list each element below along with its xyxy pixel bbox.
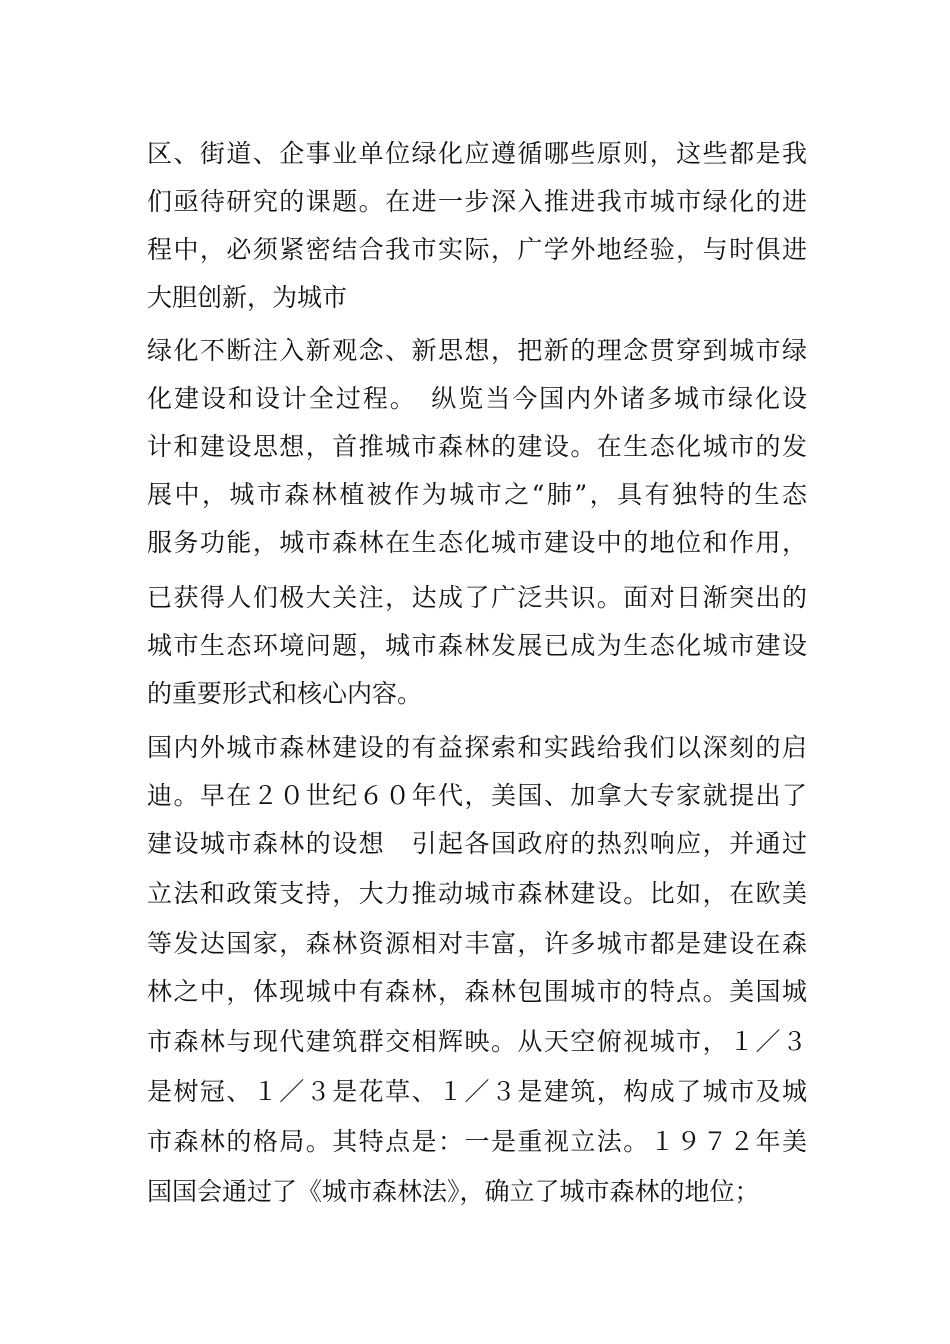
- text-line: 林之中，体现城中有森林，森林包围城市的特点。美国城: [147, 977, 807, 1006]
- text-line: 立法和政策支持，大力推动城市森林建设。比如，在欧美: [147, 879, 807, 908]
- text-line: 是树冠、１／３是花草、１／３是建筑，构成了城市及城: [147, 1077, 807, 1106]
- text-line: 的重要形式和核心内容。: [147, 679, 423, 708]
- text-line: 服务功能，城市森林在生态化城市建设中的地位和作用，: [147, 528, 807, 557]
- text-line: 城市生态环境问题，城市森林发展已成为生态化城市建设: [147, 631, 807, 660]
- text-line: 程中，必须紧密结合我市实际，广学外地经验，与时俱进: [147, 235, 807, 264]
- text-line: 区、街道、企事业单位绿化应遵循哪些原则，这些都是我: [147, 139, 807, 168]
- text-line: 市森林的格局。其特点是：一是重视立法。１９７２年美: [147, 1127, 807, 1156]
- text-line: 们亟待研究的课题。在进一步深入推进我市城市绿化的进: [147, 187, 807, 216]
- text-line: 计和建设思想，首推城市森林的建设。在生态化城市的发: [147, 432, 807, 461]
- text-line: 市森林与现代建筑群交相辉映。从天空俯视城市，１／３: [147, 1027, 807, 1056]
- text-line: 国内外城市森林建设的有益探索和实践给我们以深刻的启: [147, 733, 807, 762]
- text-line: 等发达国家，森林资源相对丰富，许多城市都是建设在森: [147, 929, 807, 958]
- text-line: 建设城市森林的设想 引起各国政府的热烈响应，并通过: [147, 829, 807, 858]
- text-line: 国国会通过了《城市森林法》，确立了城市森林的地位；: [147, 1177, 760, 1206]
- text-line: 大胆创新，为城市: [147, 283, 348, 312]
- text-line: 展中，城市森林植被作为城市之“肺”，具有独特的生态: [147, 480, 807, 509]
- text-line: 绿化不断注入新观念、新思想，把新的理念贯穿到城市绿: [147, 336, 807, 365]
- text-line: 迪。早在２０世纪６０年代，美国、加拿大专家就提出了: [147, 781, 807, 810]
- text-line: 化建设和设计全过程。 纵览当今国内外诸多城市绿化设: [147, 384, 807, 413]
- text-line: 已获得人们极大关注，达成了广泛共识。面对日渐突出的: [147, 583, 807, 612]
